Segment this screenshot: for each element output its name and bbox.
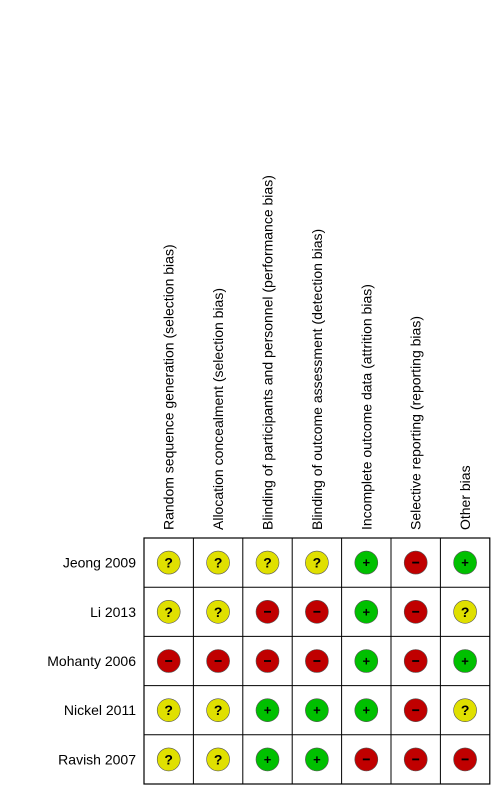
domain-header: Allocation concealment (selection bias) — [210, 287, 227, 530]
plus-symbol: + — [263, 702, 272, 718]
rating-low-icon — [454, 551, 477, 574]
plus-symbol: + — [313, 702, 321, 718]
rating-high-icon — [305, 600, 328, 623]
question-symbol: ? — [164, 603, 173, 620]
rating-unclear-icon — [454, 600, 477, 623]
question-symbol: ? — [213, 751, 223, 768]
plus-symbol: + — [362, 604, 371, 620]
domain-header: Selective reporting (reporting bias) — [407, 316, 424, 530]
rating-low-icon — [305, 699, 328, 722]
plus-symbol: + — [263, 751, 272, 767]
rating-unclear-icon — [454, 699, 477, 722]
plus-symbol: + — [461, 653, 469, 669]
question-symbol: ? — [312, 554, 322, 571]
rating-unclear-icon — [207, 699, 230, 722]
domain-headers — [161, 175, 473, 530]
rating-high-icon — [404, 600, 427, 623]
rating-low-icon — [256, 748, 279, 771]
study-label: Ravish 2007 — [58, 751, 136, 768]
domain-header: Incomplete outcome data (attrition bias) — [358, 284, 375, 530]
rating-unclear-icon — [157, 699, 180, 722]
question-symbol: ? — [213, 554, 223, 571]
rating-high-icon — [256, 650, 279, 673]
question-symbol: ? — [213, 702, 223, 719]
rating-high-icon — [404, 551, 427, 574]
rating-high-icon — [404, 650, 427, 673]
question-symbol: ? — [213, 603, 223, 620]
rating-high-icon — [404, 699, 427, 722]
rating-unclear-icon — [157, 551, 180, 574]
rating-low-icon — [355, 650, 378, 673]
study-label: Mohanty 2006 — [47, 653, 136, 669]
domain-header: Other bias — [457, 465, 474, 530]
rating-unclear-icon — [305, 551, 328, 574]
domain-header: Random sequence generation (selection bias) — [160, 244, 177, 530]
study-label: Jeong 2009 — [62, 554, 136, 571]
study-label: Li 2013 — [90, 603, 136, 620]
question-symbol: ? — [460, 702, 470, 719]
question-symbol: ? — [263, 554, 272, 571]
question-symbol: ? — [164, 751, 173, 768]
rating-unclear-icon — [157, 748, 180, 771]
rating-unclear-icon — [207, 551, 230, 574]
rating-high-icon — [355, 748, 378, 771]
rating-high-icon — [305, 650, 328, 673]
rating-low-icon — [305, 748, 328, 771]
rating-low-icon — [355, 600, 378, 623]
plus-symbol: + — [461, 555, 469, 571]
rating-low-icon — [355, 551, 378, 574]
plus-symbol: + — [362, 555, 371, 571]
rating-high-icon — [207, 650, 230, 673]
question-symbol: ? — [460, 603, 470, 620]
rating-low-icon — [256, 699, 279, 722]
rating-low-icon — [355, 699, 378, 722]
question-symbol: ? — [164, 702, 173, 719]
rating-unclear-icon — [256, 551, 279, 574]
rating-low-icon — [454, 650, 477, 673]
rating-high-icon — [404, 748, 427, 771]
domain-header: Blinding of outcome assessment (detection bias) — [308, 228, 325, 530]
rating-unclear-icon — [207, 748, 230, 771]
rating-unclear-icon — [157, 600, 180, 623]
rating-unclear-icon — [207, 600, 230, 623]
plus-symbol: + — [313, 751, 321, 767]
study-labels — [47, 555, 136, 768]
rating-high-icon — [256, 600, 279, 623]
question-symbol: ? — [164, 554, 173, 571]
rating-cells — [157, 551, 476, 771]
domain-header: Blinding of participants and personnel (performance bias) — [259, 175, 276, 530]
study-label: Nickel 2011 — [63, 702, 136, 719]
plus-symbol: + — [362, 702, 371, 718]
plus-symbol: + — [362, 653, 371, 669]
rating-high-icon — [454, 748, 477, 771]
rating-high-icon — [157, 650, 180, 673]
